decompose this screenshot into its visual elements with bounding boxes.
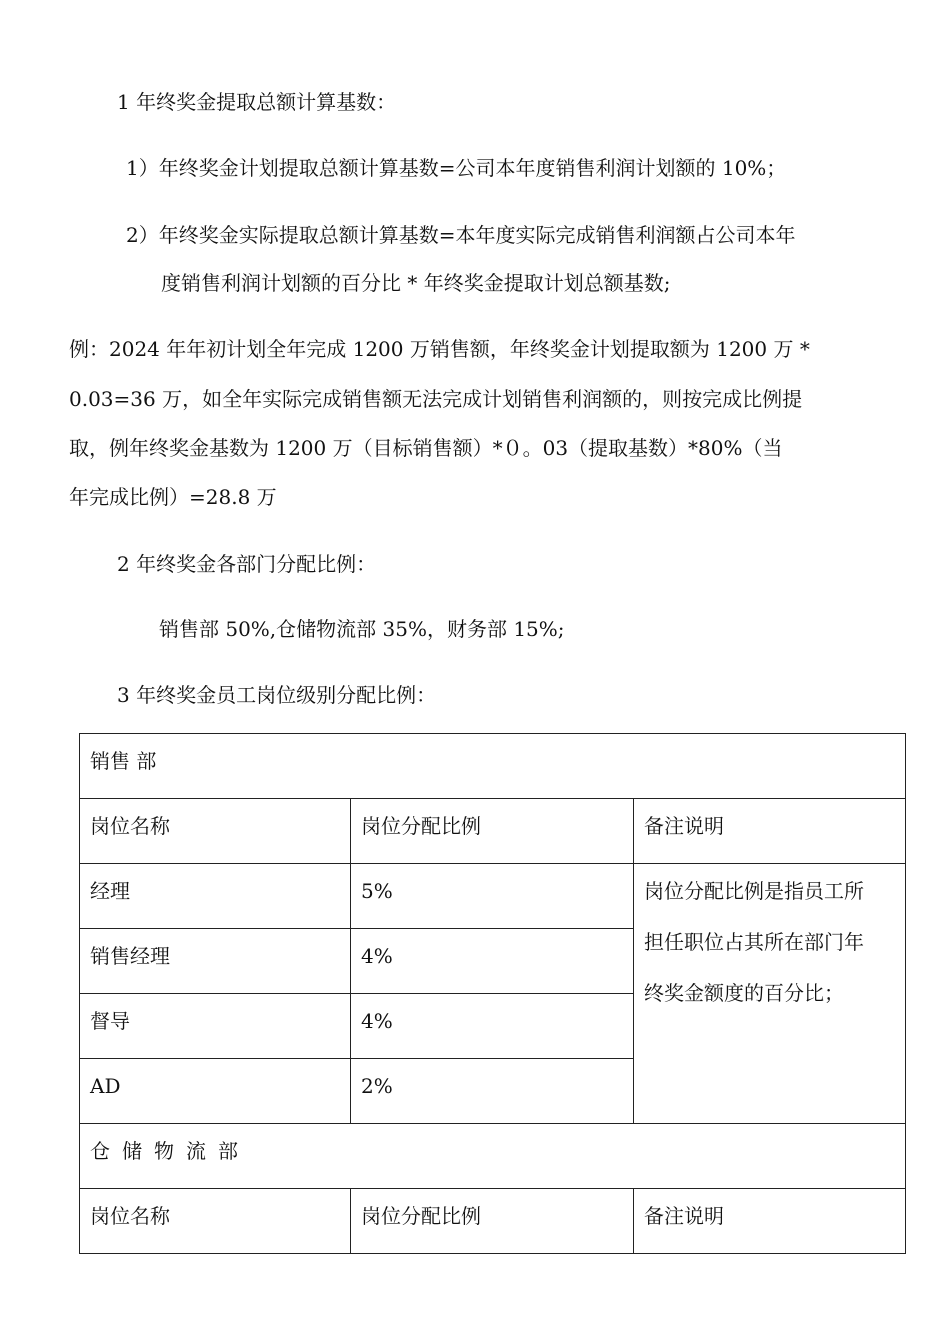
logistics-title-cell: 仓储物流部 <box>80 1124 906 1189</box>
position-cell: 销售经理 <box>80 929 351 994</box>
ratio-cell: 4% <box>351 929 634 994</box>
logistics-header-row <box>80 1189 906 1254</box>
actual-base-item-line2: 度销售利润计划额的百分比 * 年终奖金提取计划总额基数; <box>161 271 671 295</box>
sales-header-row <box>80 799 906 864</box>
section2-heading: 2 年终奖金各部门分配比例： <box>117 552 377 576</box>
position-cell: 经理 <box>80 864 351 929</box>
note-line: 担任职位占其所在部门年 <box>644 930 864 954</box>
section3-heading: 3 年终奖金员工岗位级别分配比例： <box>117 683 437 707</box>
example-line-1: 例：2024 年年初计划全年完成 1200 万销售额，年终奖金计划提取额为 1200 万 * <box>69 337 810 361</box>
table-row <box>80 864 906 929</box>
actual-base-item-line1: 2）年终奖金实际提取总额计算基数=本年度实际完成销售利润额占公司本年 <box>126 223 796 247</box>
note-line: 岗位分配比例是指员工所 <box>644 879 864 903</box>
example-line-2: 0.03=36 万，如全年实际完成销售额无法完成计划销售利润额的，则按完成比例提 <box>69 387 803 411</box>
position-cell: 督导 <box>80 994 351 1059</box>
section1-heading: 1 年终奖金提取总额计算基数： <box>117 90 397 114</box>
sales-title-row <box>80 734 906 799</box>
header-note: 备注说明 <box>634 1189 906 1254</box>
header-ratio: 岗位分配比例 <box>351 1189 634 1254</box>
note-cell <box>634 864 906 1124</box>
header-ratio: 岗位分配比例 <box>351 799 634 864</box>
header-position: 岗位名称 <box>80 1189 351 1254</box>
header-note: 备注说明 <box>634 799 906 864</box>
position-cell: AD <box>80 1059 351 1124</box>
note-line: 终奖金额度的百分比； <box>644 981 844 1005</box>
planned-base-item: 1）年终奖金计划提取总额计算基数=公司本年度销售利润计划额的 10%； <box>126 156 787 180</box>
header-position: 岗位名称 <box>80 799 351 864</box>
allocation-table <box>79 733 906 1254</box>
ratio-cell: 2% <box>351 1059 634 1124</box>
example-line-3: 取，例年终奖金基数为 1200 万（目标销售额）*０。03（提取基数）*80%（当 <box>69 436 783 460</box>
logistics-title-row <box>80 1124 906 1189</box>
ratio-cell: 4% <box>351 994 634 1059</box>
ratio-cell: 5% <box>351 864 634 929</box>
example-line-4: 年完成比例）=28.8 万 <box>69 485 277 509</box>
sales-title-cell: 销售 部 <box>80 734 906 799</box>
department-ratios: 销售部 50%,仓储物流部 35%，财务部 15%; <box>159 617 565 641</box>
